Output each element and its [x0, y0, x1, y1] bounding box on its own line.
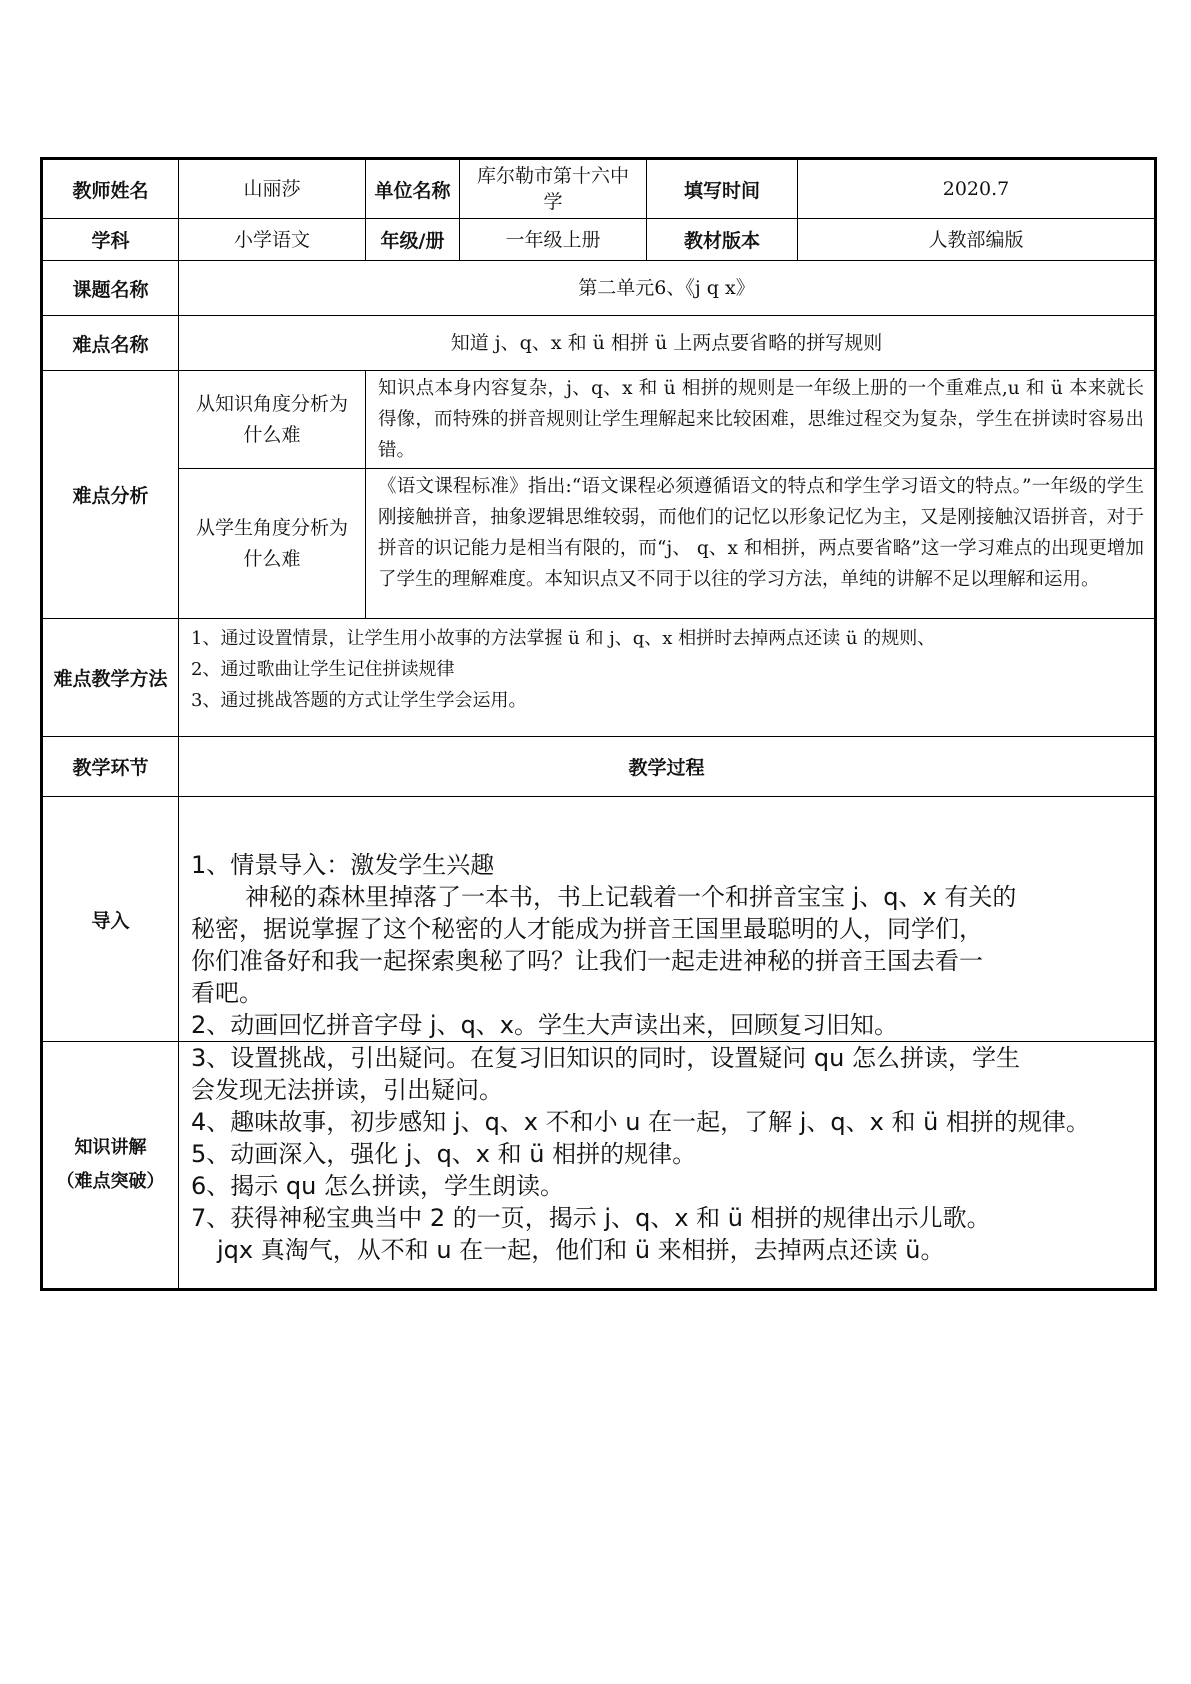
analysis-student-row: [42, 469, 1156, 619]
subject-value: 小学语文: [179, 219, 366, 261]
fill-date-label: 填写时间: [647, 159, 798, 219]
methods-label: 难点教学方法: [42, 619, 179, 737]
lecture-line: 5、动画深入，强化 j、q、x 和 ü 相拼的规律。: [191, 1140, 697, 1168]
student-angle-text: 《语文课程标准》指出:“语文课程必须遵循语文的特点和学生学习语文的特点。”一年级的学生刚接触拼音，抽象逻辑思维较弱，而他们的记忆以形象记忆为主，又是刚接触汉语拼音，对于拼音的识记能力是相当有限的，而“j、 q、x 和相拼，两点要省略”这一学习难点的出现更增加了学生的理解难度。本知识点又不同于以往的学习方法，单纯的讲解不足以理解和运用。: [366, 469, 1156, 619]
lecture-content: [179, 1042, 1156, 1290]
methods-list: [179, 619, 1156, 737]
unit-name-value: 库尔勒市第十六中学: [460, 159, 647, 219]
methods-row: [42, 619, 1156, 737]
teacher-name-label: 教师姓名: [42, 159, 179, 219]
student-angle-label: 从学生角度分析为什么难: [179, 469, 366, 619]
intro-content: [179, 797, 1156, 1042]
intro-label: 导入: [42, 797, 179, 1042]
intro-line: 你们准备好和我一起探索奥秘了吗？让我们一起走进神秘的拼音王国去看一: [191, 947, 983, 975]
intro-line: 2、动画回忆拼音字母 j、q、x。学生大声读出来，回顾复习旧知。: [191, 1011, 899, 1039]
lecture-line: 会发现无法拼读，引出疑问。: [191, 1076, 503, 1104]
subject-label: 学科: [42, 219, 179, 261]
knowledge-angle-text: 知识点本身内容复杂，j、q、x 和 ü 相拼的规则是一年级上册的一个重难点,u 和 ü 本来就长得像，而特殊的拼音规则让学生理解起来比较困难，思维过程交为复杂，学生在拼读时容易出错。: [366, 371, 1156, 469]
intro-line: 1、情景导入：激发学生兴趣: [191, 851, 495, 879]
topic-row: [42, 261, 1156, 316]
lecture-line: 4、趣味故事，初步感知 j、q、x 不和小 u 在一起，了解 j、q、x 和 ü 相拼的规律。: [191, 1108, 1090, 1136]
analysis-knowledge-row: [42, 371, 1156, 469]
lecture-row: [42, 1042, 1156, 1290]
topic-value: 第二单元6、《j q x》: [179, 261, 1156, 316]
intro-row: [42, 797, 1156, 1042]
stage-label: 教学环节: [42, 737, 179, 797]
edition-label: 教材版本: [647, 219, 798, 261]
lecture-line: 6、揭示 qu 怎么拼读，学生朗读。: [191, 1172, 564, 1200]
intro-line: 看吧。: [191, 979, 263, 1007]
header-row-1: [42, 159, 1156, 219]
lecture-line: 3、设置挑战，引出疑问。在复习旧知识的同时，设置疑问 qu 怎么拼读，学生: [191, 1044, 1020, 1072]
unit-name-label: 单位名称: [366, 159, 460, 219]
process-label: 教学过程: [179, 737, 1156, 797]
grade-label: 年级/册: [366, 219, 460, 261]
analysis-label: 难点分析: [42, 371, 179, 619]
topic-label: 课题名称: [42, 261, 179, 316]
difficulty-label: 难点名称: [42, 316, 179, 371]
intro-line: 神秘的森林里掉落了一本书，书上记载着一个和拼音宝宝 j、q、x 有关的: [245, 883, 1017, 911]
process-header-row: [42, 737, 1156, 797]
lecture-label-line2: （难点突破）: [56, 1171, 165, 1192]
difficulty-row: [42, 316, 1156, 371]
knowledge-angle-label: 从知识角度分析为什么难: [179, 371, 366, 469]
fill-date-value: 2020.7: [798, 159, 1156, 219]
grade-value: 一年级上册: [460, 219, 647, 261]
teacher-name-value: 山丽莎: [179, 159, 366, 219]
lesson-plan-table: [40, 157, 1157, 1291]
edition-value: 人教部编版: [798, 219, 1156, 261]
header-row-2: [42, 219, 1156, 261]
lecture-label-line1: 知识讲解: [74, 1137, 147, 1158]
lecture-line: 7、获得神秘宝典当中 2 的一页，揭示 j、q、x 和 ü 相拼的规律出示儿歌。: [191, 1204, 991, 1232]
difficulty-value: 知道 j、q、x 和 ü 相拼 ü 上两点要省略的拼写规则: [179, 316, 1156, 371]
lecture-label: [42, 1042, 179, 1290]
intro-line: 秘密，据说掌握了这个秘密的人才能成为拼音王国里最聪明的人，同学们，: [191, 915, 983, 943]
method-item: 2、通过歌曲让学生记住拼读规律: [191, 659, 455, 680]
lecture-line: jqx 真淘气，从不和 u 在一起，他们和 ü 来相拼，去掉两点还读 ü。: [217, 1236, 945, 1264]
method-item: 3、通过挑战答题的方式让学生学会运用。: [191, 690, 527, 711]
method-item: 1、通过设置情景，让学生用小故事的方法掌握 ü 和 j、q、x 相拼时去掉两点还读 ü 的规则、: [191, 628, 936, 649]
